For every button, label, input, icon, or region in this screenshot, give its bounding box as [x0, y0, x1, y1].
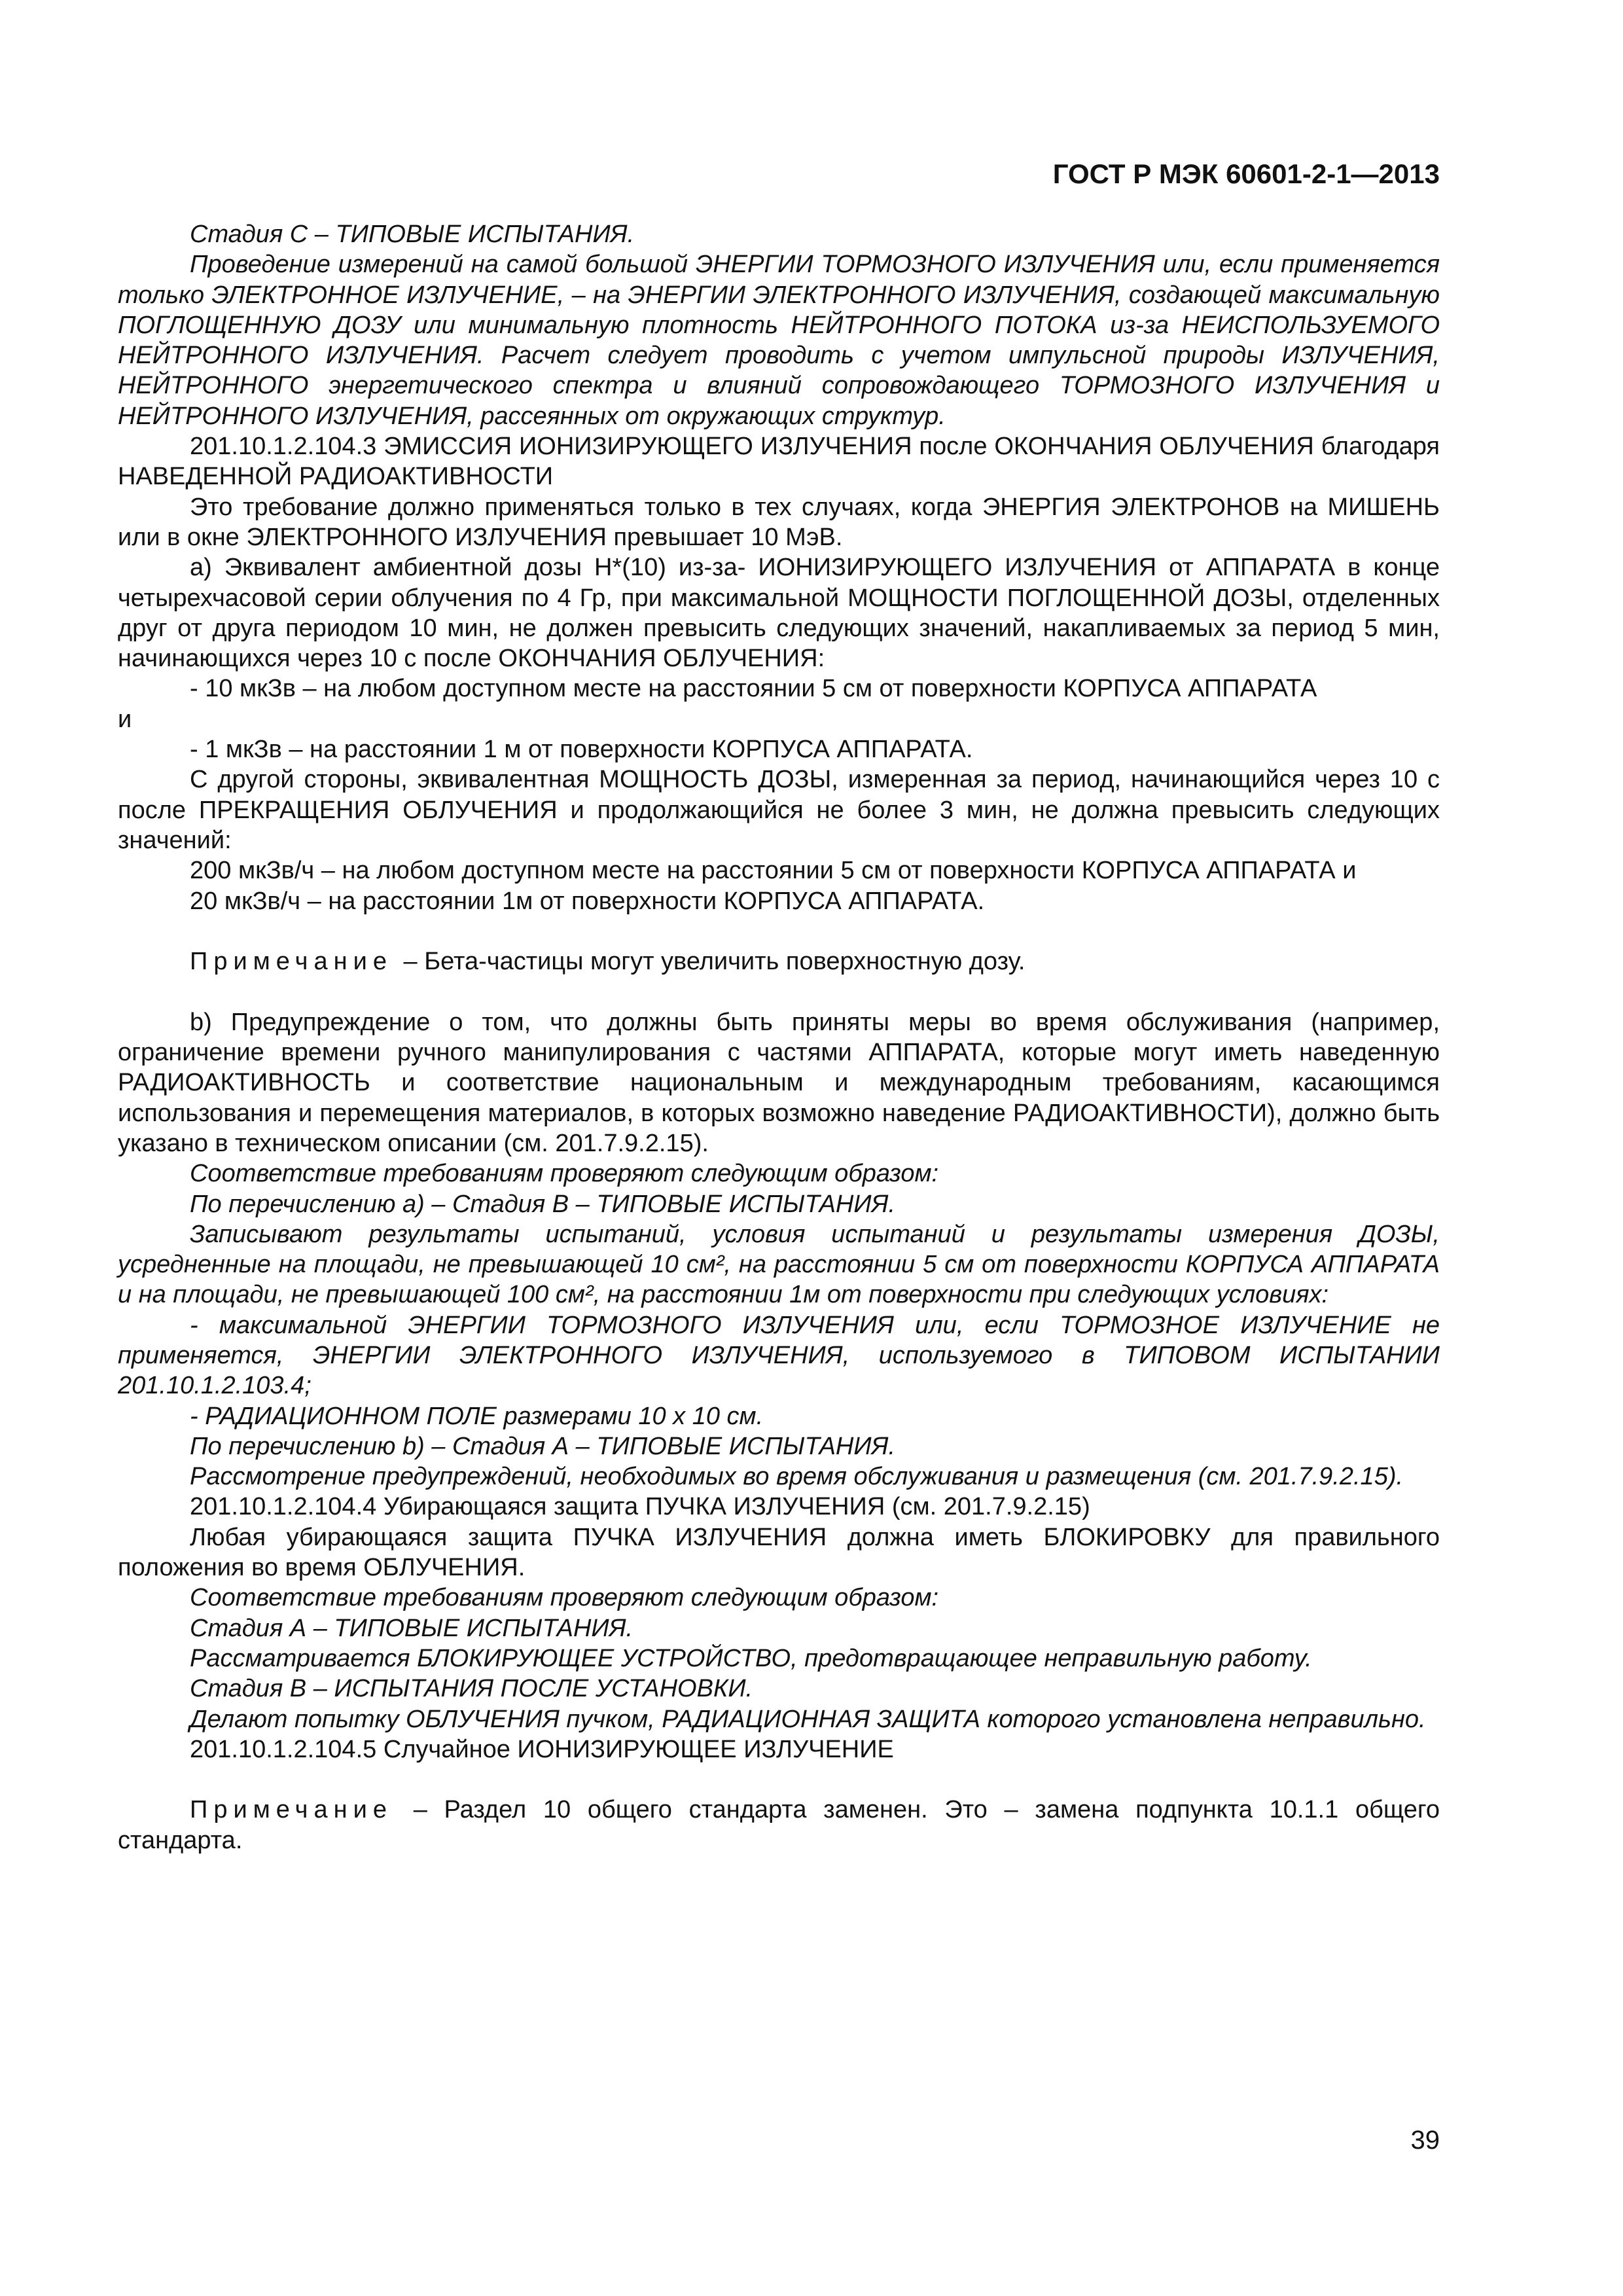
list-item-max-energy: - максимальной ЭНЕРГИИ ТОРМОЗНОГО ИЗЛУЧЕНИЯ или, если ТОРМОЗНОЕ ИЗЛУЧЕНИЕ не применяется, ЭНЕРГИИ ЭЛЕКТРОННОГО ИЗЛУЧЕНИЯ, используемого в ТИПОВОМ ИСПЫТАНИИ 201.10.1.2.103.4;	[118, 1311, 1440, 1400]
blank-line	[118, 916, 1440, 946]
list-item-radiation-field: - РАДИАЦИОННОМ ПОЛЕ размерами 10 х 10 см.	[190, 1402, 764, 1430]
paragraph-record-results: Записывают результаты испытаний, условия испытаний и результаты измерения ДОЗЫ, усредненные на площади, не превышающей 10 см², на расстоянии 5 см от поверхности КОРПУСА АППАРАТА и на площади, не превышающей 100 см², на расстоянии 1м от поверхности при следующих условиях:	[118, 1220, 1440, 1309]
document-body	[118, 219, 1440, 1856]
list-item-1-microsievert: - 1 мкЗв – на расстоянии 1 м от поверхности КОРПУСА АППАРАТА.	[190, 736, 973, 764]
paragraph-compliance-check: Соответствие требованиям проверяют следующим образом:	[190, 1160, 939, 1188]
paragraph-requirement-scope: Это требование должно применяться только в тех случаях, когда ЭНЕРГИЯ ЭЛЕКТРОНОВ на МИШЕНЬ или в окне ЭЛЕКТРОННОГО ИЗЛУЧЕНИЯ превышает 10 МэВ.	[118, 493, 1440, 551]
blank-line	[118, 1765, 1440, 1795]
clause-heading-104-3: 201.10.1.2.104.3 ЭМИССИЯ ИОНИЗИРУЮЩЕГО ИЗЛУЧЕНИЯ после ОКОНЧАНИЯ ОБЛУЧЕНИЯ благодаря НАВЕДЕННОЙ РАДИОАКТИВНОСТИ	[118, 433, 1440, 491]
paragraph-stage-b: Стадия В – ИСПЫТАНИЯ ПОСЛЕ УСТАНОВКИ.	[190, 1675, 753, 1703]
paragraph-irradiation-attempt: Делают попытку ОБЛУЧЕНИЯ пучком, РАДИАЦИОННАЯ ЗАЩИТА которого установлена неправильно.	[190, 1705, 1426, 1733]
list-item-200-microsievert-per-hour: 200 мкЗв/ч – на любом доступном месте на расстоянии 5 см от поверхности КОРПУСА АППАРАТА и	[190, 857, 1357, 885]
conjunction-and: и	[118, 705, 132, 733]
note-text: – Бета-частицы могут увеличить поверхностную дозу.	[403, 948, 1026, 976]
paragraph-item-a: а) Эквивалент амбиентной дозы Н*(10) из-за- ИОНИЗИРУЮЩЕГО ИЗЛУЧЕНИЯ от АППАРАТА в конце четырехчасовой серии облучения по 4 Гр, при максимальной МОЩНОСТИ ПОГЛОЩЕННОЙ ДОЗЫ, отделенных друг от друга периодом 10 мин, не должен превысить следующих значений, накапливаемых за период 5 мин, начинающихся через 10 с после ОКОНЧАНИЯ ОБЛУЧЕНИЯ:	[118, 554, 1440, 673]
note-section-replaced	[118, 1795, 1440, 1856]
note-text: – Раздел 10 общего стандарта заменен. Это – замена подпункта 10.1.1 общего стандарта.	[118, 1796, 1440, 1854]
paragraph-interlock-review: Рассматривается БЛОКИРУЮЩЕЕ УСТРОЙСТВО, предотвращающее неправильную работу.	[190, 1644, 1312, 1672]
paragraph-item-b: b) Предупреждение о том, что должны быть приняты меры во время обслуживания (например, ограничение времени ручного манипулирования с частями АППАРАТА, которые могут иметь наведенную РАДИОАКТИВНОСТЬ и соответствие национальным и международным требованиям, касающимся использования и перемещения материалов, в которых возможно наведение РАДИОАКТИВНОСТИ), должно быть указано в техническом описании (см. 201.7.9.2.15).	[118, 1008, 1440, 1157]
note-label: Примечание	[190, 948, 393, 976]
note-beta-particles	[118, 946, 1440, 977]
note-label: Примечание	[190, 1796, 393, 1824]
paragraph-measurement-procedure: Проведение измерений на самой большой ЭНЕРГИИ ТОРМОЗНОГО ИЗЛУЧЕНИЯ или, если применяется только ЭЛЕКТРОННОЕ ИЗЛУЧЕНИЕ, – на ЭНЕРГИИ ЭЛЕКТРОННОГО ИЗЛУЧЕНИЯ, создающей максимальную ПОГЛОЩЕННУЮ ДОЗУ или минимальную плотность НЕЙТРОННОГО ПОТОКА из-за НЕИСПОЛЬЗУЕМОГО НЕЙТРОННОГО ИЗЛУЧЕНИЯ. Расчет следует проводить с учетом импульсной природы ИЗЛУЧЕНИЯ, НЕЙТРОННОГО энергетического спектра и влияний сопровождающего ТОРМОЗНОГО ИЗЛУЧЕНИЯ и НЕЙТРОННОГО ИЗЛУЧЕНИЯ, рассеянных от окружающих структур.	[118, 251, 1440, 430]
document-standard-number: ГОСТ Р МЭК 60601-2-1—2013	[1052, 158, 1440, 189]
paragraph-stage-a: Стадия А – ТИПОВЫЕ ИСПЫТАНИЯ.	[190, 1614, 633, 1642]
paragraph-item-a-stage-b: По перечислению а) – Стадия В – ТИПОВЫЕ ИСПЫТАНИЯ.	[190, 1190, 896, 1218]
paragraph-review-warnings: Рассмотрение предупреждений, необходимых во время обслуживания и размещения (см. 201.7.9.2.15).	[190, 1463, 1404, 1491]
clause-heading-104-5: 201.10.1.2.104.5 Случайное ИОНИЗИРУЮЩЕЕ ИЗЛУЧЕНИЕ	[190, 1735, 894, 1763]
page-number: 39	[1410, 2126, 1440, 2155]
paragraph-compliance-check-2: Соответствие требованиям проверяют следующим образом:	[190, 1584, 939, 1612]
list-item-20-microsievert-per-hour: 20 мкЗв/ч – на расстоянии 1м от поверхности КОРПУСА АППАРАТА.	[190, 887, 985, 915]
list-item-10-microsievert: - 10 мкЗв – на любом доступном месте на расстоянии 5 см от поверхности КОРПУСА АППАРАТА	[190, 675, 1317, 703]
paragraph-item-b-stage-a: По перечислению b) – Стадия А – ТИПОВЫЕ ИСПЫТАНИЯ.	[190, 1432, 896, 1460]
paragraph-stage-c: Стадия С – ТИПОВЫЕ ИСПЫТАНИЯ.	[190, 221, 635, 248]
blank-line	[118, 977, 1440, 1007]
clause-heading-104-4: 201.10.1.2.104.4 Убирающаяся защита ПУЧКА ИЗЛУЧЕНИЯ (см. 201.7.9.2.15)	[190, 1493, 1090, 1521]
paragraph-interlock-requirement: Любая убирающаяся защита ПУЧКА ИЗЛУЧЕНИЯ должна иметь БЛОКИРОВКУ для правильного положения во время ОБЛУЧЕНИЯ.	[118, 1523, 1440, 1582]
paragraph-dose-rate: С другой стороны, эквивалентная МОЩНОСТЬ ДОЗЫ, измеренная за период, начинающийся через 10 с после ПРЕКРАЩЕНИЯ ОБЛУЧЕНИЯ и продолжающийся не более 3 мин, не должна превысить следующих значений:	[118, 766, 1440, 854]
